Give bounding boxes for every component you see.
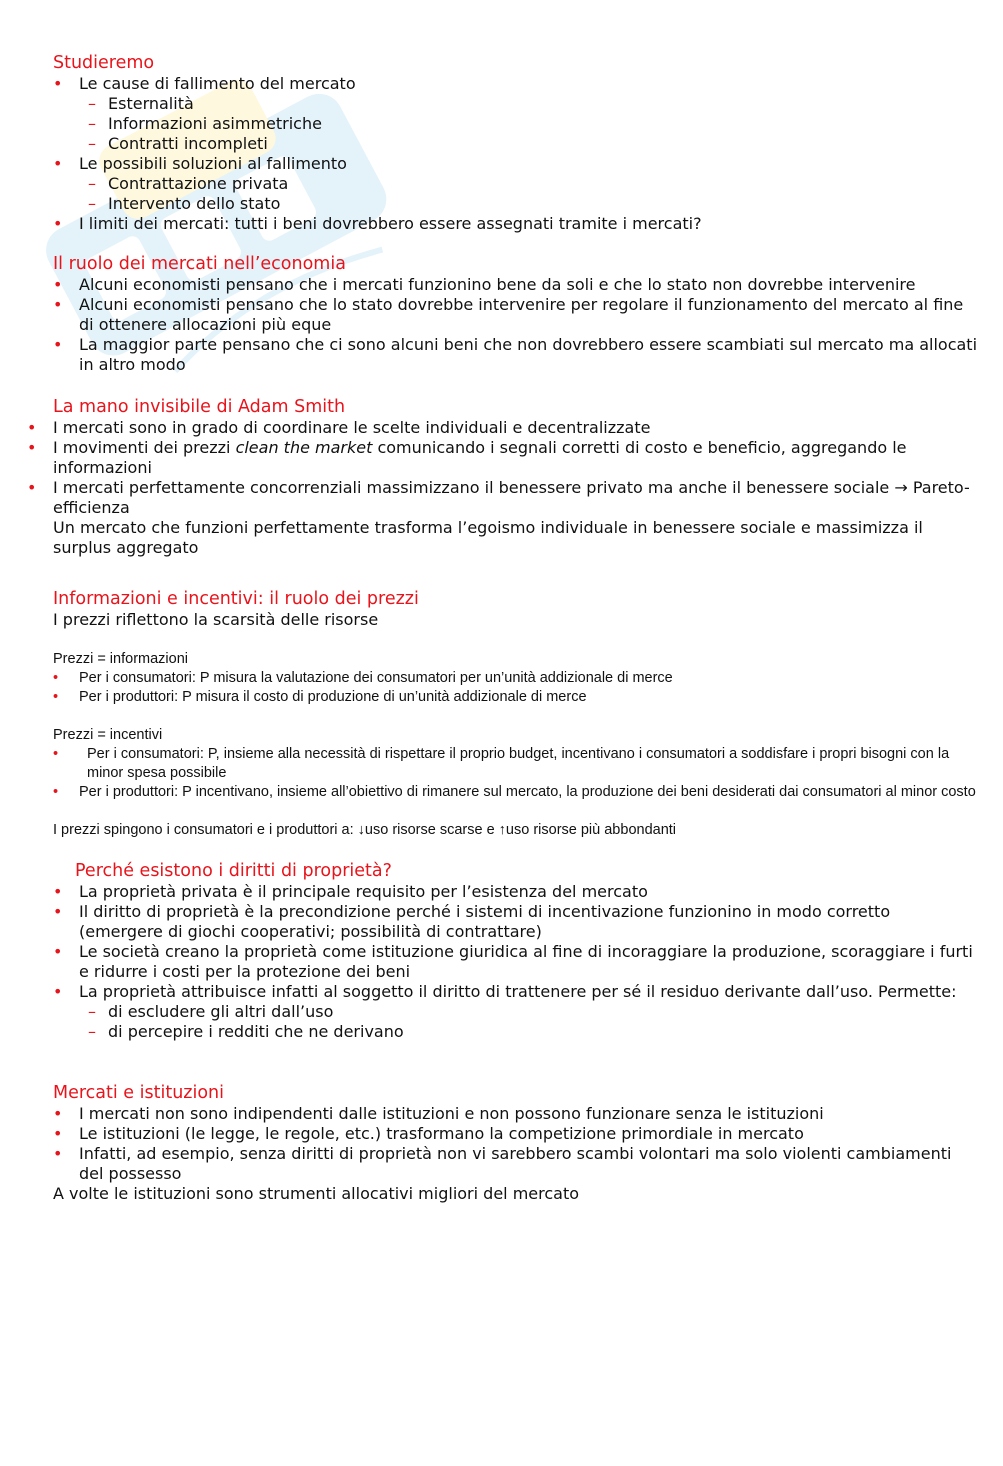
sub-list-item: – di percepire i redditi che ne derivano (53, 1022, 978, 1042)
sub-list-item: – Intervento dello stato (53, 194, 978, 214)
list-item: • Per i consumatori: P misura la valutazione dei consumatori per un’unità addizionale di merce (53, 669, 978, 688)
text-run: I movimenti dei prezzi (53, 438, 236, 457)
list-item: • La maggior parte pensano che ci sono alcuni beni che non dovrebbero essere scambiati sul mercato ma allocati in altro modo (53, 335, 978, 375)
text-run: comunicando i segnali corretti di costo e beneficio, aggregando le informazioni (53, 438, 907, 477)
bullet-list (53, 669, 978, 707)
paragraph: A volte le istituzioni sono strumenti allocativi migliori del mercato (53, 1184, 580, 1203)
list-item: • Per i produttori: P misura il costo di produzione di un’unità addizionale di merce (53, 688, 978, 707)
bullet-list (53, 1104, 978, 1184)
italic-term: clean the market (235, 438, 373, 457)
section-heading: Informazioni e incentivi: il ruolo dei prezzi (53, 589, 419, 609)
list-item: • Le cause di fallimento del mercato (53, 74, 978, 94)
bullet-list (53, 275, 978, 375)
section-heading: Perché esistono i diritti di proprietà? (75, 861, 392, 881)
list-item: • Infatti, ad esempio, senza diritti di proprietà non vi sarebbero scambi volontari ma solo violenti cambiamenti del possesso (53, 1144, 978, 1184)
list-item: • I mercati non sono indipendenti dalle istituzioni e non possono funzionare senza le istituzioni (53, 1104, 978, 1124)
bullet-list (53, 418, 978, 518)
section-mano-invisibile (53, 396, 978, 558)
section-mercati-istituzioni (53, 1082, 978, 1204)
sub-list-item: – Contrattazione privata (53, 174, 978, 194)
list-item: • Il diritto di proprietà è la precondizione perché i sistemi di incentivazione funzionino in modo corretto (emergere di giochi cooperativi; possibilità di contrattare) (53, 902, 978, 942)
section-studieremo (53, 52, 978, 234)
list-item: • I mercati perfettamente concorrenziali massimizzano il benessere privato ma anche il benessere sociale → Pareto-efficienza (27, 478, 978, 518)
section-diritti-proprieta (53, 860, 978, 1042)
section-ruolo-mercati (53, 253, 978, 375)
list-item: • I limiti dei mercati: tutti i beni dovrebbero essere assegnati tramite i mercati? (53, 214, 978, 234)
list-item: • Le istituzioni (le legge, le regole, etc.) trasformano la competizione primordiale in mercato (53, 1124, 978, 1144)
section-heading: Mercati e istituzioni (53, 1083, 225, 1103)
bullet-list (53, 745, 978, 802)
list-item: • Per i consumatori: P, insieme alla necessità di rispettare il proprio budget, incentivano i consumatori a soddisfare i propri bisogni con la minor spesa possibile (53, 745, 978, 783)
subheading: Prezzi = informazioni (53, 651, 188, 667)
section-informazioni-incentivi (53, 588, 978, 840)
subheading: Prezzi = incentivi (53, 727, 163, 743)
sub-list-item: – Contratti incompleti (53, 134, 978, 154)
list-item: • Alcuni economisti pensano che lo stato dovrebbe intervenire per regolare il funzionamento del mercato al fine di ottenere allocazioni più eque (53, 295, 978, 335)
paragraph: I prezzi riflettono la scarsità delle risorse (53, 610, 379, 629)
list-item: • Per i produttori: P incentivano, insieme all’obiettivo di rimanere sul mercato, la produzione dei beni desiderati dai consumatori al minor costo (53, 783, 978, 802)
paragraph: I prezzi spingono i consumatori e i produttori a: ↓uso risorse scarse e ↑uso risorse più abbondanti (53, 822, 677, 838)
section-heading: Studieremo (53, 53, 155, 73)
section-heading: Il ruolo dei mercati nell’economia (53, 254, 346, 274)
document-page (53, 52, 978, 1204)
list-item: • La proprietà privata è il principale requisito per l’esistenza del mercato (53, 882, 978, 902)
list-item (27, 438, 978, 478)
list-item: • La proprietà attribuisce infatti al soggetto il diritto di trattenere per sé il residuo derivante dall’uso. Permette: (53, 982, 978, 1002)
paragraph: Un mercato che funzioni perfettamente trasforma l’egoismo individuale in benessere sociale e massimizza il surplus aggregato (53, 518, 923, 557)
list-item: • I mercati sono in grado di coordinare le scelte individuali e decentralizzate (27, 418, 978, 438)
bullet-list (53, 74, 978, 234)
sub-list-item: – di escludere gli altri dall’uso (53, 1002, 978, 1022)
section-heading: La mano invisibile di Adam Smith (53, 397, 346, 417)
sub-list-item: – Informazioni asimmetriche (53, 114, 978, 134)
list-item: • Le società creano la proprietà come istituzione giuridica al fine di incoraggiare la produzione, scoraggiare i furti e ridurre i costi per la protezione dei beni (53, 942, 978, 982)
list-item: • Le possibili soluzioni al fallimento (53, 154, 978, 174)
sub-list-item: – Esternalità (53, 94, 978, 114)
bullet-list (53, 882, 978, 1042)
list-item: • Alcuni economisti pensano che i mercati funzionino bene da soli e che lo stato non dovrebbe intervenire (53, 275, 978, 295)
